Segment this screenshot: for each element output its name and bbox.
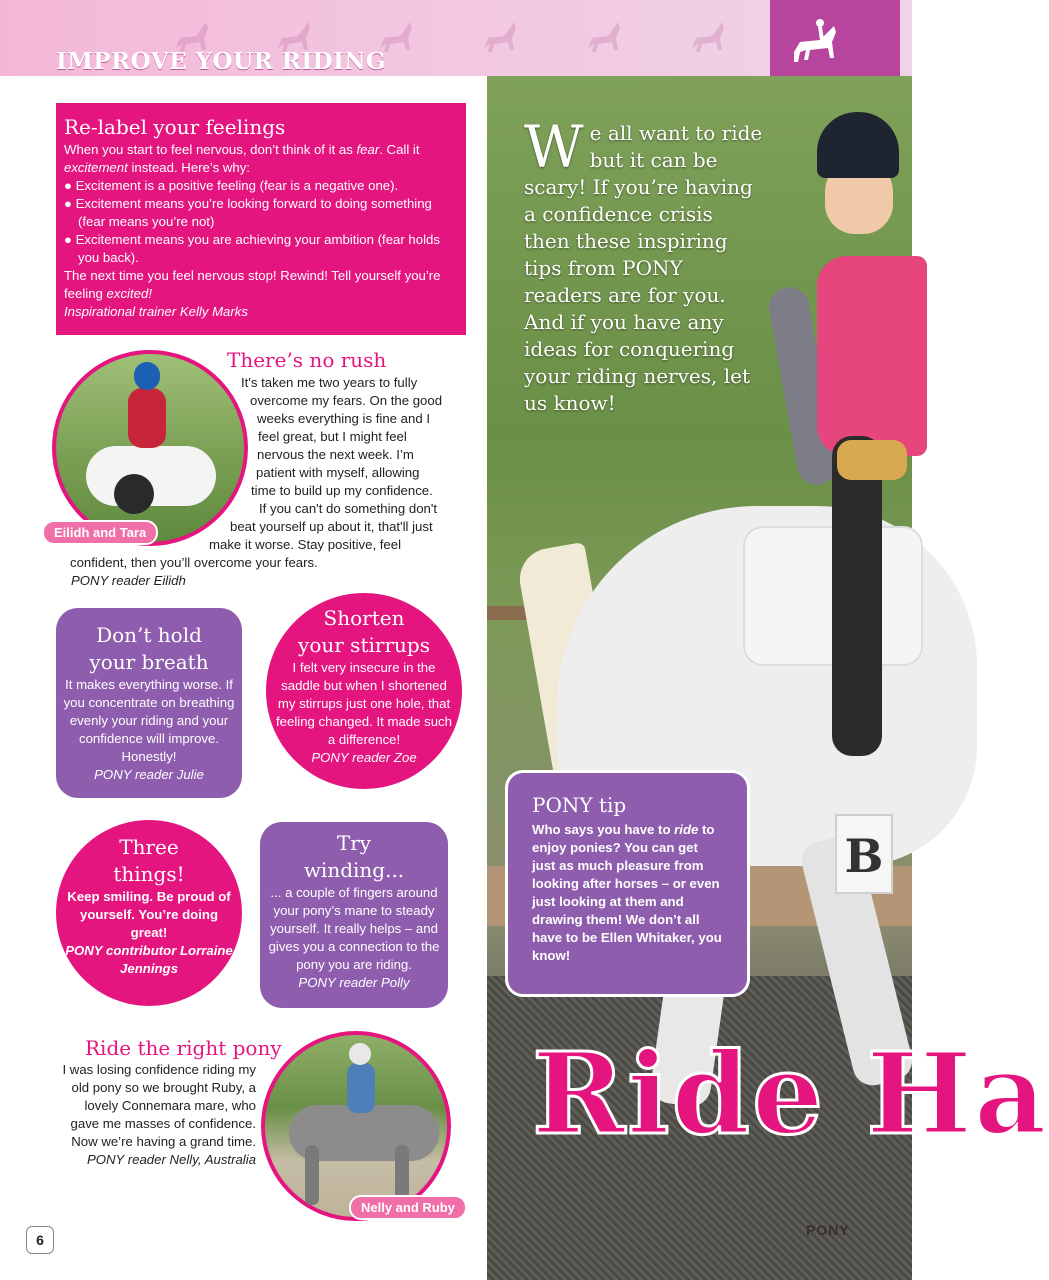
pony-tip-body: Who says you have to ride to enjoy ponies? You can get just as much pleasure from looking after horses – or even just looking at them and drawing them! We don’t all have to be Ellen Whitaker, you know! [532,822,722,963]
nelly-photo [261,1031,451,1221]
horse-silhouette-icon [478,18,522,60]
list-item: ● Excitement means you’re looking forward to doing something (fear means you’re not) [64,196,432,229]
hold-breath-body: It makes everything worse. If you concentrate on breathing evenly your riding and your confidence will improve. Honestly! [63,677,235,764]
rider-hat [349,1043,371,1065]
right-pony-text [60,1061,256,1169]
norush-credit: PONY reader Eilidh [71,573,186,588]
try-winding-box [260,822,448,1008]
page-number: 6 [26,1226,54,1254]
intro-paragraph [524,113,764,417]
horse-rider-icon [790,18,842,66]
relabel-box [56,103,466,335]
norush-line: time to build up my confidence. [251,483,433,498]
three-things-body: Keep smiling. Be proud of yourself. You’re doing great! [67,889,231,940]
relabel-intro: When you start to feel nervous, don’t think of it as fear. Call it excitement instead. Here’s why: [64,142,420,175]
norush-line: If you can't do something don't [259,501,438,516]
norush-line: overcome my fears. On the good [250,393,443,408]
norush-line: beat yourself up about it, that'll just [230,519,433,534]
list-item: ● Excitement means you are achieving your ambition (fear holds you back). [64,232,440,265]
shorten-body: I felt very insecure in the saddle but when I shortened my stirrups just one hole, that feeling changed. It made such a difference! [276,660,452,747]
shorten-stirrups-circle [266,593,462,789]
right-pony-title: Ride the right pony [85,1036,282,1060]
right-pony-credit: PONY reader Nelly, Australia [86,1152,256,1167]
pony-logo: PONY [806,1222,850,1238]
norush-line: feel great, but I might feel [258,429,407,444]
riding-hat [817,112,899,178]
feature-title: Ride Ha [532,1029,1049,1160]
winding-credit: PONY reader Polly [298,975,410,990]
winding-title: Try winding... [303,831,405,882]
arena-marker: B [835,814,893,894]
hold-breath-title: Don’t hold your breath [89,623,209,674]
shorten-credit: PONY reader Zoe [311,750,417,765]
rider-shape [347,1063,375,1113]
list-item: ● Excitement is a positive feeling (fear is a negative one). [64,178,399,193]
photo-caption: Eilidh and Tara [42,520,158,545]
pony-tip-box [505,770,750,997]
hold-breath-box [56,608,242,798]
three-things-credit: PONY contributor Lorraine Jennings [65,943,233,976]
hold-breath-credit: PONY reader Julie [94,767,204,782]
rider-leg [832,436,882,756]
norush-line: confident, then you’ll overcome your fears. [70,555,318,570]
right-pony-body: I was losing confidence riding my old pony so we brought Ruby, a lovely Connemara mare, who gave me masses of confidence. Now we’re having a grand time. [62,1062,256,1149]
horse-patch [114,474,154,514]
norush-title: There’s no rush [227,348,387,372]
relabel-title: Re-label your feelings [64,115,286,139]
drop-cap: W [524,113,584,181]
rider-shape [128,388,166,448]
intro-text: e all want to ride but it can be scary! If you’re having a confidence crisis then these inspiring tips from PONY readers are for you. And if you have any ideas for conquering your riding nerves, let us know! [524,121,763,415]
rider-hat [134,362,160,390]
rider-gilet [817,256,927,456]
bullet-dot-icon: ● [64,196,76,211]
winding-body: ... a couple of fingers around your pony’s mane to steady yourself. It really helps – and gives you a connection to the pony you are riding. [268,885,440,972]
relabel-outro: The next time you feel nervous stop! Rewind! Tell yourself you’re feeling excited! [64,268,441,301]
page-header [0,0,912,76]
three-things-title: Three things! [113,835,185,886]
bullet-dot-icon: ● [64,178,76,193]
norush-line: patient with myself, allowing [256,465,420,480]
norush-line: make it worse. Stay positive, feel [209,537,402,552]
three-things-circle [56,820,242,1006]
norush-line: It's taken me two years to fully [241,375,418,390]
horse-leg [305,1145,319,1205]
section-title: IMPROVE YOUR RIDING [56,48,387,75]
horse-silhouette-icon [686,18,730,60]
shorten-title: Shorten your stirrups [298,606,430,657]
pony-tip-title: PONY tip [532,793,627,817]
bullet-dot-icon: ● [64,232,76,247]
relabel-credit: Inspirational trainer Kelly Marks [64,304,248,319]
horse-silhouette-icon [582,18,626,60]
rider-glove [837,440,907,480]
eilidh-photo [52,350,248,546]
norush-line: weeks everything is fine and I [257,411,430,426]
photo-caption: Nelly and Ruby [349,1195,467,1220]
header-tab [770,0,900,76]
norush-line: nervous the next week. I’m [257,447,414,462]
